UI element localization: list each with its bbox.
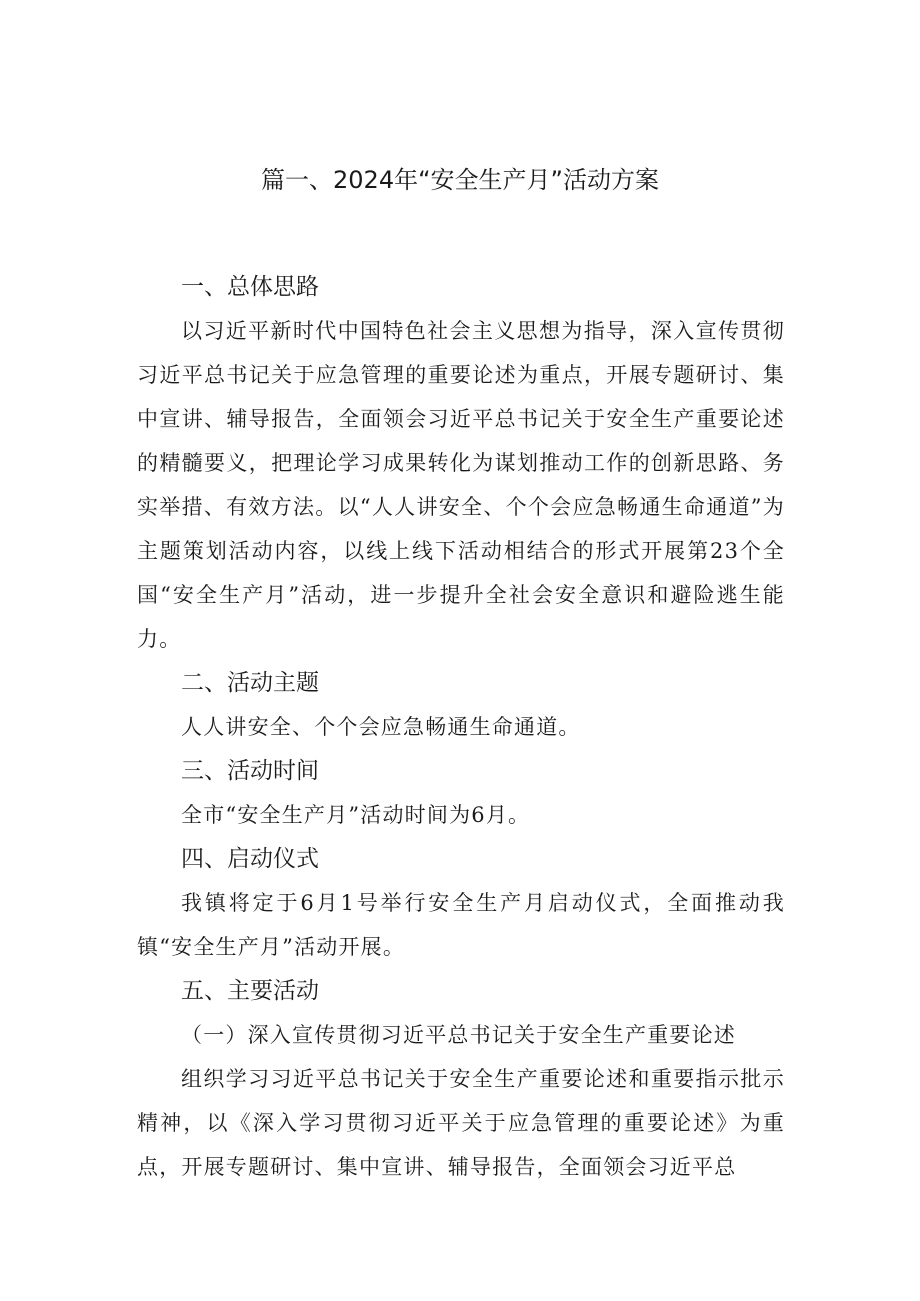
subsection-heading: （一）深入宣传贯彻习近平总书记关于安全生产重要论述	[181, 1023, 736, 1047]
section-paragraph: 我镇将定于6月1号举行安全生产月启动仪式，全面推动我镇“安全生产月”活动开展。	[137, 891, 785, 959]
section-paragraph: 人人讲安全、个个会应急畅通生命通道。	[181, 715, 581, 739]
section-paragraph: 全市“安全生产月”活动时间为6月。	[181, 803, 531, 827]
section-heading-activity-time: 三、活动时间	[181, 758, 319, 784]
section-paragraph: 以习近平新时代中国特色社会主义思想为指导，深入宣传贯彻习近平总书记关于应急管理的重要论述为重点，开展专题研讨、集中宣讲、辅导报告，全面领会习近平总书记关于安全生产重要论述的精髓要义，把理论学习成果转化为谋划推动工作的创新思路、务实举措、有效方法。以“人人讲安全、个个会应急畅通生命通道”为主题策划活动内容，以线上线下活动相结合的形式开展第23个全国“安全生产月”活动，进一步提升全社会安全意识和避险逃生能力。	[137, 319, 785, 651]
section-paragraph: 组织学习习近平总书记关于安全生产重要论述和重要指示批示精神，以《深入学习贯彻习近平关于应急管理的重要论述》为重点，开展专题研讨、集中宣讲、辅导报告，全面领会习近平总	[137, 1067, 785, 1179]
section-heading-activity-theme: 二、活动主题	[181, 670, 319, 696]
section-heading-main-activities: 五、主要活动	[181, 978, 319, 1004]
section-heading-launch-ceremony: 四、启动仪式	[181, 846, 319, 872]
document-title: 篇一、2024年“安全生产月”活动方案	[261, 166, 659, 194]
section-heading-overall-approach: 一、总体思路	[181, 274, 319, 300]
document-body	[137, 265, 785, 1189]
